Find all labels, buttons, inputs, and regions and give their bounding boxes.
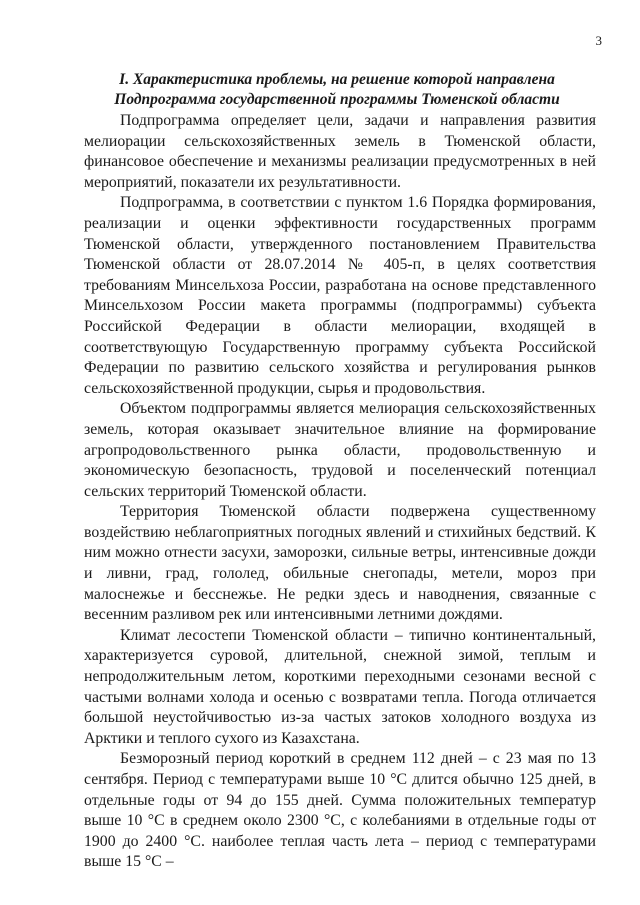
section-heading-line-2: Подпрограмма государственной программы Тюменской области: [114, 91, 560, 108]
paragraph-subprogram-purpose: Подпрограмма определяет цели, задачи и направления развития мелиорации сельскохозяйственных земель в Тюменской области, финансовое обеспечение и механизмы реализации предусмотренных в ней мероприятий, показатели их результативности.: [84, 112, 596, 191]
paragraph-frost-free-period: Безморозный период короткий в среднем 112 дней – с 23 мая по 13 сентября. Период с температурами выше 10 °С длится обычно 125 дней, в отдельные годы от 94 до 155 дней. Сумма положительных температур выше 10 °С в среднем около 2300 °С, с колебаниями в отдельные годы от 1900 до 2400 °С. наиболее теплая часть лета – период с температурами выше 15 °С –: [84, 750, 596, 871]
paragraph-subprogram-object: Объектом подпрограммы является мелиорация сельскохозяйственных земель, которая оказывает значительное влияние на формирование агропродовольственного рынка области, продовольственную и экономическую безопасность, трудовой и поселенческий потенциал сельских территорий Тюменской области.: [84, 400, 596, 500]
body-text: [84, 111, 596, 873]
paragraph-territory-weather: Территория Тюменской области подвержена существенному воздействию неблагоприятных погодных явлений и стихийных бедствий. К ним можно отнести засухи, заморозки, сильные ветры, интенсивные дожди и ливни, град, гололед, обильные снегопады, метели, мороз при малоснежье и бесснежье. Не редки здесь и наводнения, связанные с весенним разливом рек или интенсивными летними дождями.: [84, 503, 596, 624]
paragraph-subprogram-basis: Подпрограмма, в соответствии с пунктом 1.6 Порядка формирования, реализации и оценки эффективности государственных программ Тюменской области, утвержденного постановлением Правительства Тюменской области от 28.07.2014 № 405-п, в целях соответствия требованиям Минсельхоза России, разработана на основе представленного Минсельхозом России макета программы (подпрограммы) субъекта Российской Федерации в области мелиорации, входящей в соответствующую Государственную программу субъекта Российской Федерации по развитию сельского хозяйства и регулирования рынков сельскохозяйственной продукции, сырья и продовольствия.: [84, 194, 596, 397]
section-heading: [84, 70, 590, 110]
page-number: 3: [595, 33, 602, 48]
paragraph-climate: Климат лесостепи Тюменской области – типично континентальный, характеризуется суровой, длительной, снежной зимой, теплым и непродолжительным летом, короткими переходными сезонами весной с частыми волнами холода и осенью с возвратами тепла. Погода отличается большой неустойчивостью из-за частых затоков холодного воздуха из Арктики и теплого сухого из Казахстана.: [84, 626, 596, 747]
section-heading-line-1: I. Характеристика проблемы, на решение которой направлена: [119, 71, 555, 88]
